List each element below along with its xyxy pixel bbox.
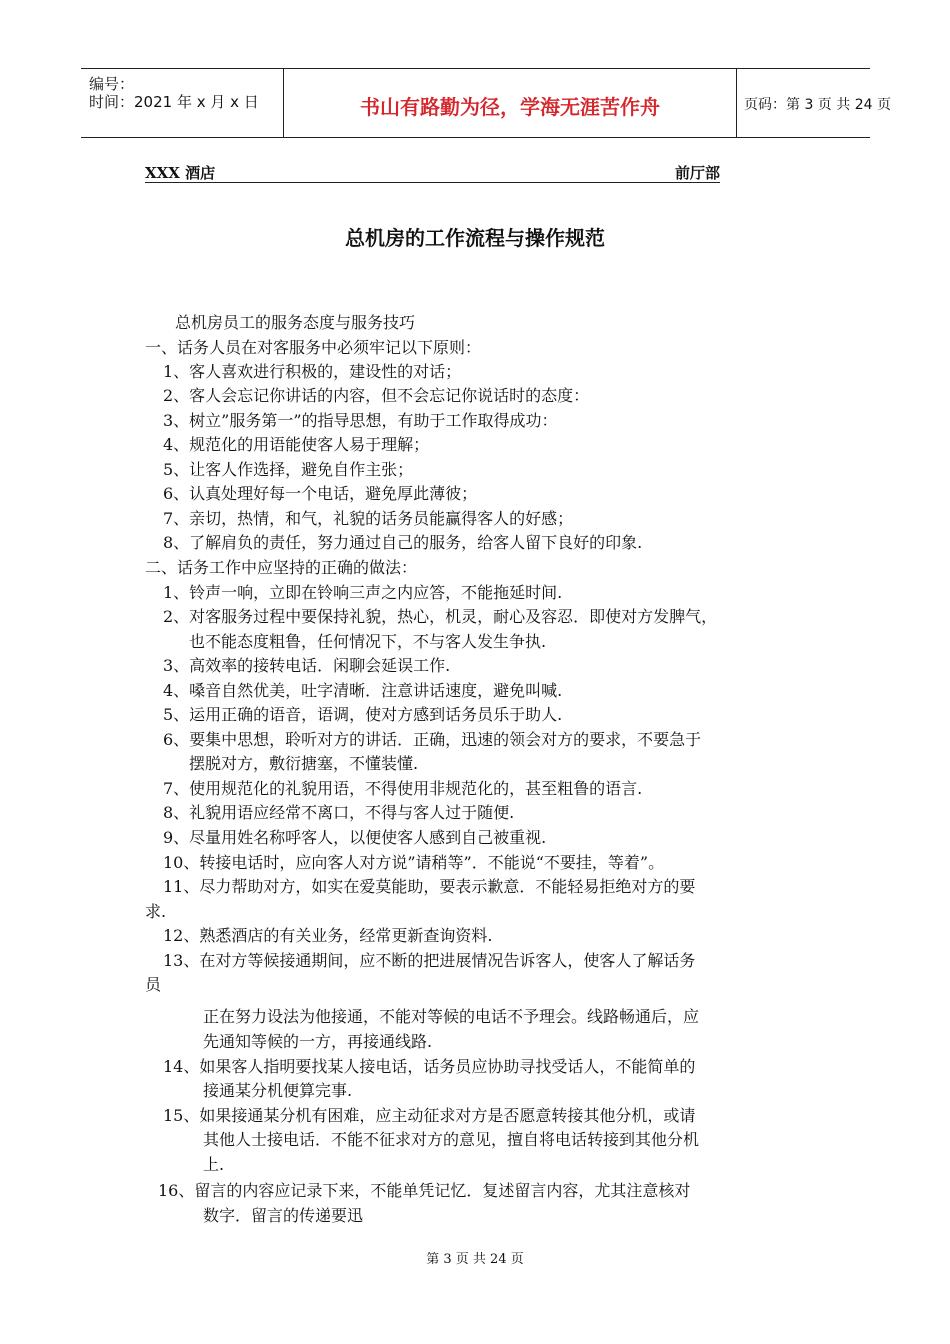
header-motto: 书山有路勤为径，学海无涯苦作舟 [360,95,660,119]
list-item: 7、亲切，热情，和气，礼貌的话务员能赢得客人的好感； [163,509,574,528]
list-item: 12、熟悉酒店的有关业务，经常更新查询资料. [163,926,493,945]
list-item: 5、让客人作选择，避免自作主张； [163,460,414,479]
list-item: 5、运用正确的语音，语调，使对方感到话务员乐于助人. [163,705,563,724]
list-item: 15、如果接通某分机有困难，应主动征求对方是否愿意转接其他分机，或请 [163,1106,696,1125]
list-item: 13、在对方等候接通期间，应不断的把进展情况告诉客人，使客人了解话务 [163,951,696,970]
header-meta-cell [81,69,283,137]
list-item: 16、留言的内容应记录下来，不能单凭记忆．复述留言内容，尤其注意核对 [158,1181,691,1200]
hotel-name: XXX 酒店 [145,164,216,182]
list-item-continuation: 数字．留言的传递要迅 [203,1206,364,1225]
list-item: 3、树立”服务第一”的指导思想，有助于工作取得成功： [163,411,558,430]
section-subtitle: 总机房员工的服务态度与服务技巧 [175,313,416,332]
list-item-continuation: 也不能态度粗鲁，任何情况下，不与客人发生争执. [189,632,547,651]
list-item: 10、转接电话时，应向客人对方说”请稍等”．不能说“不要挂，等着”。 [163,853,665,872]
page-title: 总机房的工作流程与操作规范 [345,226,605,250]
header-page-cell [736,69,891,137]
list-item: 8、了解肩负的责任，努力通过自己的服务，给客人留下良好的印象. [163,533,643,552]
header-page-number: 页码：第 3 页 共 24 页 [744,97,891,113]
document-date: 时间：2021 年 x 月 x 日 [89,93,259,111]
list-item: 8、礼貌用语应经常不离口，不得与客人过于随便. [163,803,515,822]
list-item-continuation: 接通某分机便算完事. [203,1081,353,1100]
list-item-continuation: 先通知等候的一方，再接通线路. [203,1032,433,1051]
header-motto-cell [283,69,737,137]
list-item: 11、尽力帮助对方，如实在爱莫能助，要表示歉意．不能轻易拒绝对方的要 [163,877,696,896]
document-id-label: 编号： [89,75,135,93]
list-item-continuation: 员 [145,975,162,994]
section-heading: 二、话务工作中应坚持的正确的做法： [145,558,418,577]
list-item-continuation: 摆脱对方，敷衍搪塞，不懂装懂. [189,754,419,773]
header-table [81,68,891,138]
list-item: 9、尽量用姓名称呼客人，以便使客人感到自己被重视. [163,828,547,847]
page-footer: 第 3 页 共 24 页 [426,1252,524,1267]
list-item-continuation: 上. [203,1155,225,1174]
list-item: 4、嗓音自然优美，吐字清晰．注意讲话速度，避免叫喊. [163,681,563,700]
list-item: 4、规范化的用语能使客人易于理解； [163,435,430,454]
list-item: 6、认真处理好每一个电话，避免厚此薄彼； [163,484,478,503]
list-item: 1、铃声一响，立即在铃响三声之内应答，不能拖延时间. [163,583,563,602]
list-item: 3、高效率的接转电话．闲聊会延误工作. [163,656,451,675]
list-item: 7、使用规范化的礼貌用语，不得使用非规范化的，甚至粗鲁的语言. [163,779,643,798]
department-name: 前厅部 [674,164,720,182]
list-item-continuation: 其他人士接电话．不能不征求对方的意见，擅自将电话转接到其他分机 [203,1130,700,1149]
list-item: 2、客人会忘记你讲话的内容，但不会忘记你说话时的态度： [163,386,590,405]
list-item: 2、对客服务过程中要保持礼貌，热心，机灵，耐心及容忍．即使对方发脾气， [163,607,718,626]
org-line [145,162,720,183]
list-item-continuation: 求. [145,902,167,921]
section-heading: 一、话务人员在对客服务中必须牢记以下原则： [145,338,482,357]
list-item-continuation: 正在努力设法为他接通，不能对等候的电话不予理会。线路畅通后，应 [203,1007,700,1026]
list-item: 14、如果客人指明要找某人接电话，话务员应协助寻找受话人，不能简单的 [163,1057,696,1076]
list-item: 6、要集中思想，聆听对方的讲话．正确，迅速的领会对方的要求，不要急于 [163,730,702,749]
list-item: 1、客人喜欢进行积极的，建设性的对话； [163,362,462,381]
